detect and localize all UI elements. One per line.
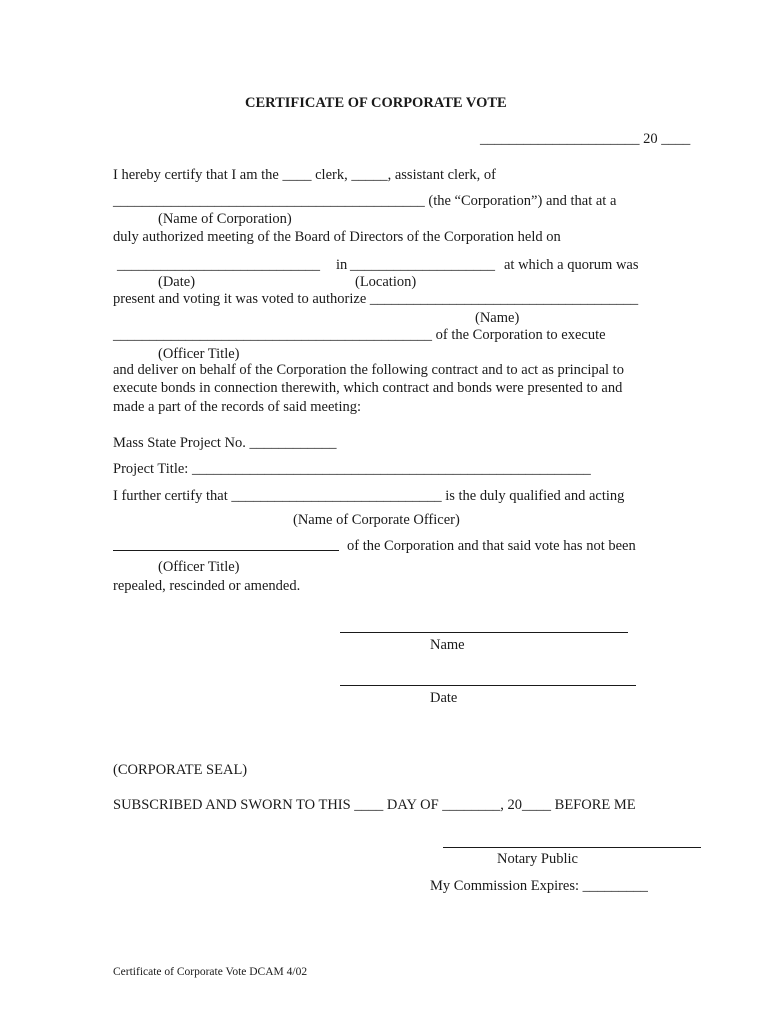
signature-date-label: Date bbox=[430, 690, 458, 706]
signature-name-rule[interactable] bbox=[340, 632, 628, 633]
meeting-line: duly authorized meeting of the Board of Directors of the Corporation held on bbox=[113, 229, 561, 245]
date-line[interactable]: ______________________ 20 ____ bbox=[480, 131, 691, 147]
officer-title-rule[interactable] bbox=[113, 550, 339, 551]
sworn-statement[interactable]: SUBSCRIBED AND SWORN TO THIS ____ DAY OF ________, 20____ BEFORE ME bbox=[113, 797, 636, 813]
authorize-line[interactable]: present and voting it was voted to authorize _____________________________________ bbox=[113, 291, 639, 307]
execute-line-1: and deliver on behalf of the Corporation the following contract and to act as principal to bbox=[113, 362, 624, 378]
in-word: in bbox=[336, 257, 348, 273]
corporation-name-line[interactable]: ___________________________________________ (the “Corporation”) and that at a bbox=[113, 193, 617, 209]
officer-title-line[interactable]: ____________________________________________ of the Corporation to execute bbox=[113, 327, 606, 343]
execute-line-2: execute bonds in connection therewith, which contract and bonds were presented to and bbox=[113, 380, 623, 396]
name-caption: (Name) bbox=[475, 310, 520, 326]
corporate-seal-label: (CORPORATE SEAL) bbox=[113, 762, 248, 778]
meeting-date-field[interactable]: ____________________________ bbox=[117, 257, 320, 273]
officer-title-caption: (Officer Title) bbox=[158, 346, 240, 362]
project-title-field[interactable]: Project Title: _______________________________________________________ bbox=[113, 461, 591, 477]
signature-name-label: Name bbox=[430, 637, 465, 653]
date-caption: (Date) bbox=[158, 274, 196, 290]
execute-line-3: made a part of the records of said meeting: bbox=[113, 399, 362, 415]
officer-title-caption-2: (Officer Title) bbox=[158, 559, 240, 575]
signature-date-rule[interactable] bbox=[340, 685, 636, 686]
officer-name-caption: (Name of Corporate Officer) bbox=[293, 512, 460, 528]
location-caption: (Location) bbox=[355, 274, 417, 290]
footer-form-id: Certificate of Corporate Vote DCAM 4/02 bbox=[113, 966, 308, 978]
commission-expires-field[interactable]: My Commission Expires: _________ bbox=[430, 878, 648, 894]
project-number-field[interactable]: Mass State Project No. ____________ bbox=[113, 435, 337, 451]
quorum-text: at which a quorum was bbox=[504, 257, 639, 273]
repealed-line: repealed, rescinded or amended. bbox=[113, 578, 301, 594]
notary-signature-rule[interactable] bbox=[443, 847, 701, 848]
meeting-location-field[interactable]: ____________________ bbox=[350, 257, 495, 273]
clerk-certification-line[interactable]: I hereby certify that I am the ____ clerk, _____, assistant clerk, of bbox=[113, 167, 496, 183]
notary-public-label: Notary Public bbox=[497, 851, 578, 867]
vote-status-text: of the Corporation and that said vote has not been bbox=[347, 538, 636, 554]
officer-name-line[interactable]: I further certify that _____________________________ is the duly qualified and acting bbox=[113, 488, 625, 504]
document-title: CERTIFICATE OF CORPORATE VOTE bbox=[245, 95, 507, 111]
corporation-name-caption: (Name of Corporation) bbox=[158, 211, 292, 227]
